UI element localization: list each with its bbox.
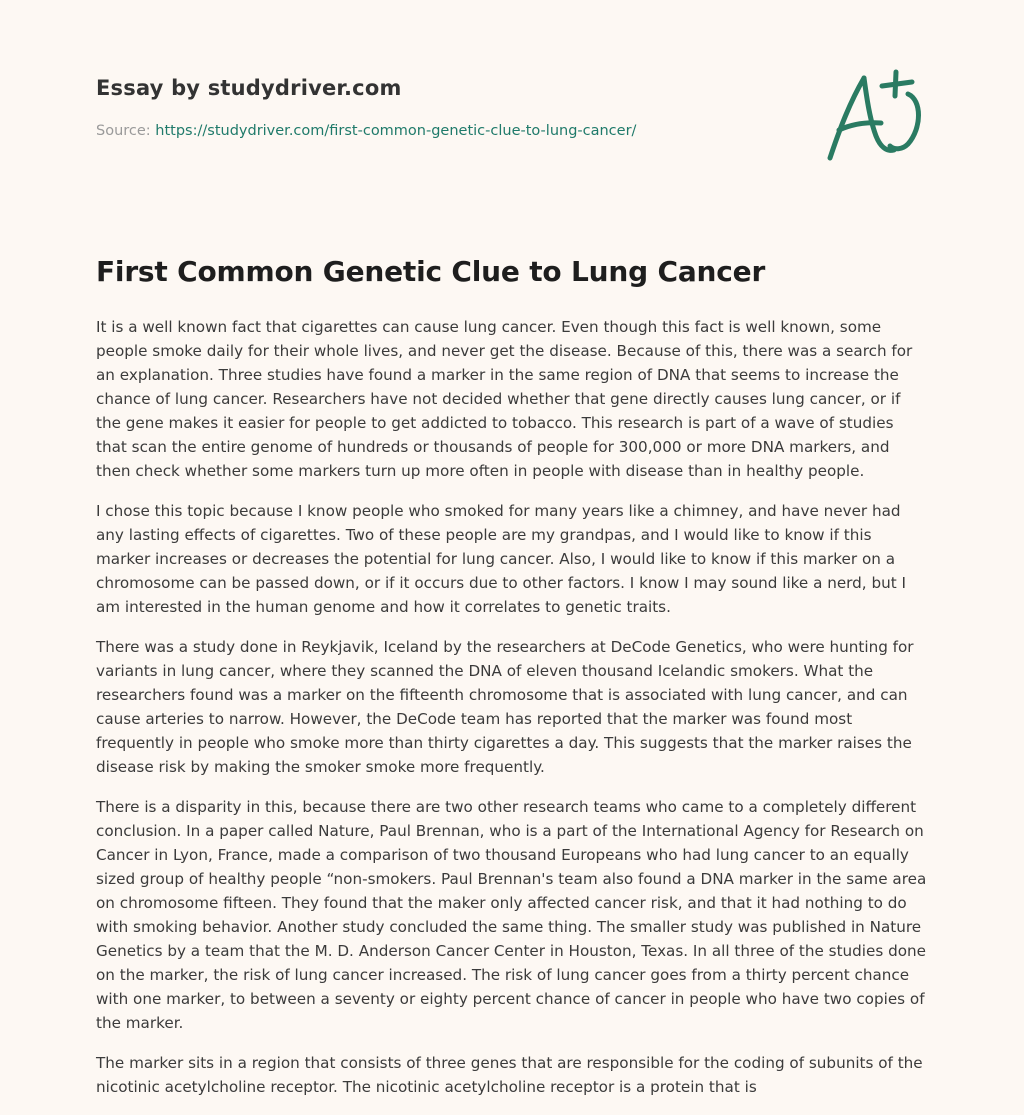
source-line bbox=[96, 123, 636, 139]
essay-paragraph: There was a study done in Reykjavik, Iceland by the researchers at DeCode Genetics, who were hunting for variants in lung cancer, where they scanned the DNA of eleven thousand Icelandic smokers. What the researchers found was a marker on the fifteenth chromosome that is associated with lung cancer, and can cause arteries to narrow. However, the DeCode team has reported that the marker was found most frequently in people who smoke more than thirty cigarettes a day. This suggests that the marker raises the disease risk by making the smoker smoke more frequently. bbox=[96, 638, 914, 776]
essay-title: First Common Genetic Clue to Lung Cancer bbox=[96, 255, 766, 288]
essay-paragraph: There is a disparity in this, because there are two other research teams who came to a completely different conclusion. In a paper called Nature, Paul Brennan, who is a part of the International Agency for Research on Cancer in Lyon, France, made a comparison of two thousand Europeans who had lung cancer to an equally sized group of healthy people “non-smokers. Paul Brennan's team also found a DNA marker in the same area on chromosome fifteen. They found that the maker only affected cancer risk, and that it had nothing to do with smoking behavior. Another study concluded the same thing. The smaller study was published in Nature Genetics by a team that the M. D. Anderson Cancer Center in Houston, Texas. In all three of the studies done on the marker, the risk of lung cancer increased. The risk of lung cancer goes from a thirty percent chance with one marker, to between a seventy or eighty percent chance of cancer in people who have two copies of the marker. bbox=[96, 798, 927, 1032]
source-label: Source: bbox=[96, 123, 151, 139]
a-plus-logo-icon bbox=[824, 66, 928, 166]
source-link[interactable]: https://studydriver.com/first-common-genetic-clue-to-lung-cancer/ bbox=[155, 123, 637, 139]
essay-body bbox=[96, 315, 928, 1115]
essay-paragraph: The marker sits in a region that consists of three genes that are responsible for the coding of subunits of the nicotinic acetylcholine receptor. The nicotinic acetylcholine receptor is a protein that is bbox=[96, 1054, 923, 1096]
essay-paragraph: It is a well known fact that cigarettes can cause lung cancer. Even though this fact is well known, some people smoke daily for their whole lives, and never get the disease. Because of this, there was a search for an explanation. Three studies have found a marker in the same region of DNA that seems to increase the chance of lung cancer. Researchers have not decided whether that gene directly causes lung cancer, or if the gene makes it easier for people to get addicted to tobacco. This research is part of a wave of studies that scan the entire genome of hundreds or thousands of people for 300,000 or more DNA markers, and then check whether some markers turn up more often in people with disease than in healthy people. bbox=[96, 318, 913, 480]
essay-paragraph: I chose this topic because I know people who smoked for many years like a chimney, and have never had any lasting effects of cigarettes. Two of these people are my grandpas, and I would like to know if this marker increases or decreases the potential for lung cancer. Also, I would like to know if this marker on a chromosome can be passed down, or if it occurs due to other factors. I know I may sound like a nerd, but I am interested in the human genome and how it correlates to genetic traits. bbox=[96, 502, 906, 616]
site-header-title: Essay by studydriver.com bbox=[96, 76, 402, 100]
